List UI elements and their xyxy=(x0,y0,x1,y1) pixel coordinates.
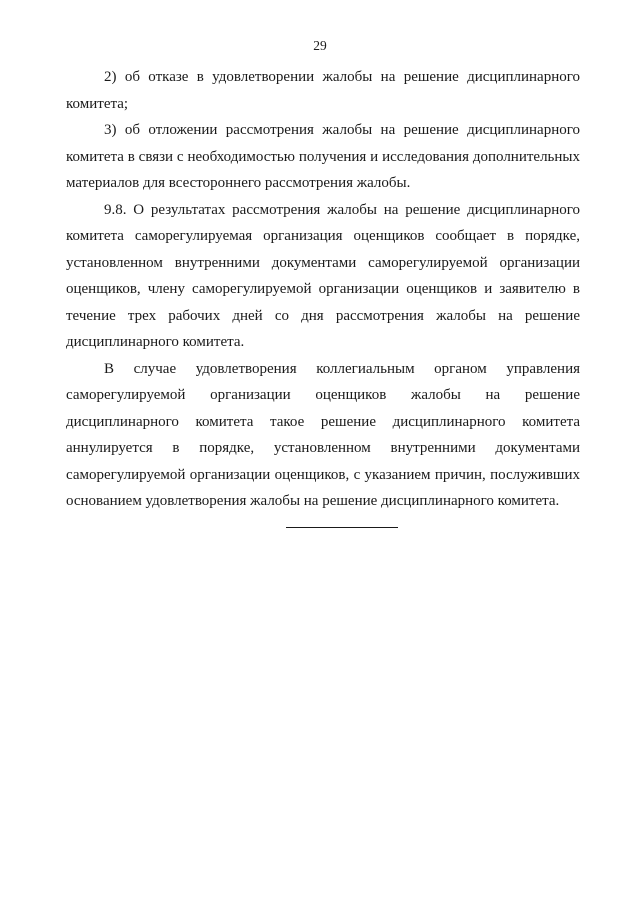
paragraph-item-3: 3) об отложении рассмотрения жалобы на решение дисциплинарного комитета в связи с необходимостью получения и исследования дополнительных материалов для всестороннего рассмотрения жалобы. xyxy=(66,122,580,191)
end-divider-line xyxy=(286,527,398,528)
paragraph-item-2: 2) об отказе в удовлетворении жалобы на решение дисциплинарного комитета; xyxy=(66,69,580,112)
paragraph-section-9-8: 9.8. О результатах рассмотрения жалобы на решение дисциплинарного комитета саморегулируемая организация оценщиков сообщает в порядке, установленном внутренними документами саморегулируемой организации оценщиков, члену саморегулируемой организации оценщиков и заявителю в течение трех рабочих дней со дня рассмотрения жалобы на решение дисциплинарного комитета. xyxy=(66,201,580,350)
page-number: 29 xyxy=(313,38,327,53)
document-body xyxy=(66,64,580,515)
paragraph-annulment: В случае удовлетворения коллегиальным органом управления саморегулируемой организации оценщиков жалобы на решение дисциплинарного комитета такое решение дисциплинарного комитета аннулируется в порядке, установленном внутренними документами саморегулируемой организации оценщиков, с указанием причин, послуживших основанием удовлетворения жалобы на решение дисциплинарного комитета. xyxy=(66,360,580,509)
